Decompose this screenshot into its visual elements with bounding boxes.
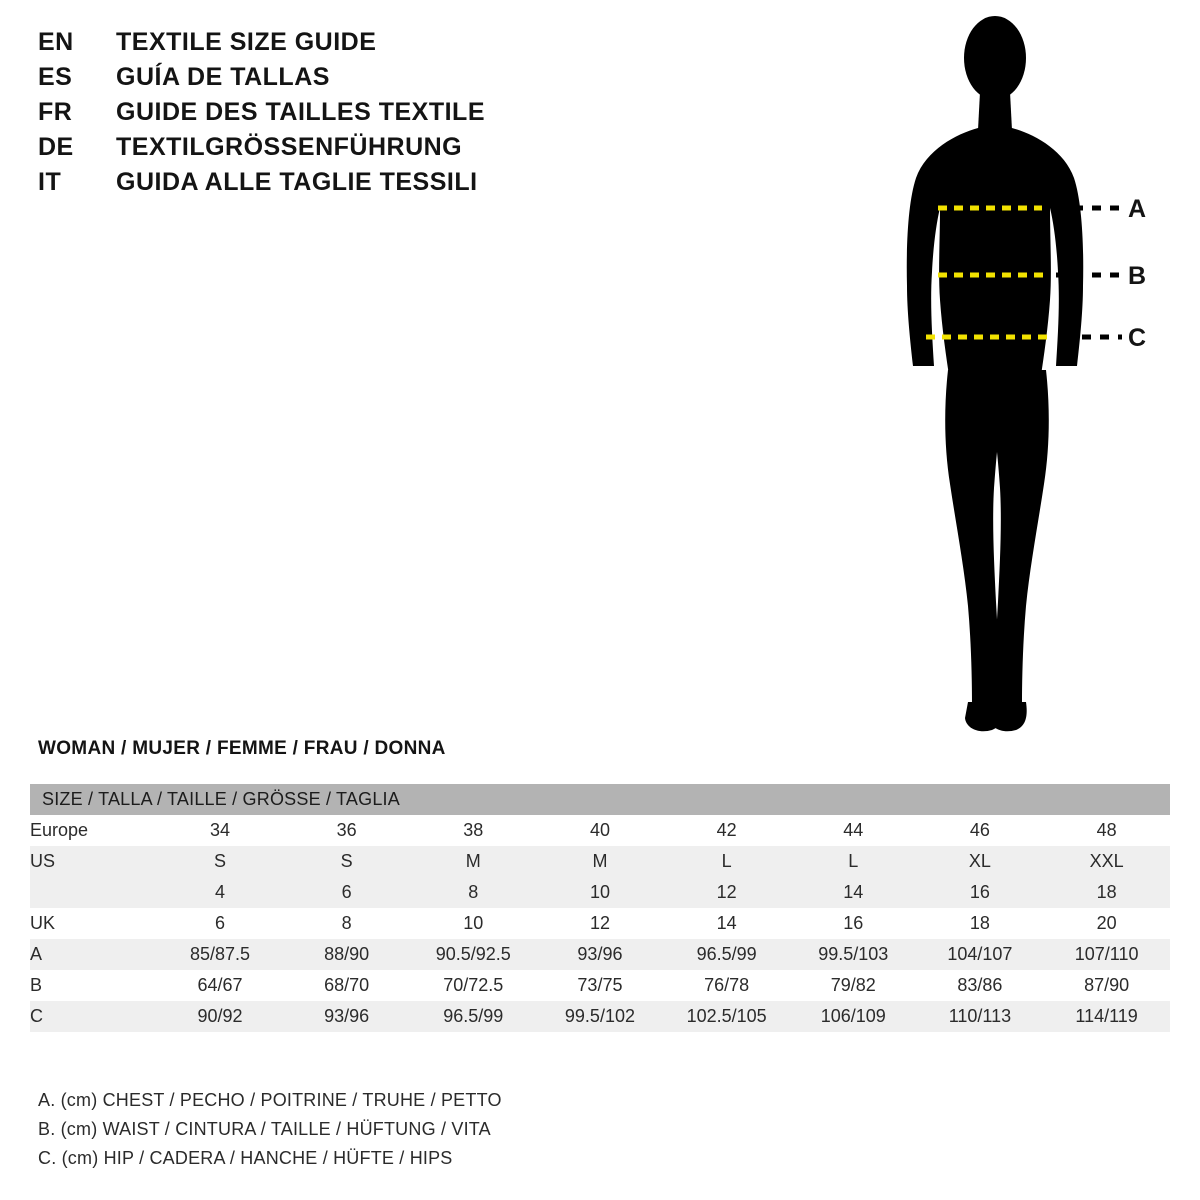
table-cell: 85/87.5 <box>157 939 284 970</box>
table-cell: 38 <box>410 815 537 846</box>
title-row <box>38 98 738 133</box>
table-cell: 107/110 <box>1043 939 1170 970</box>
table-cell: 18 <box>1043 877 1170 908</box>
language-code: EN <box>38 28 74 56</box>
language-code: DE <box>38 133 74 161</box>
table-cell: 16 <box>790 908 917 939</box>
language-title-block <box>38 28 738 203</box>
table-cell: L <box>663 846 790 877</box>
table-cell: 8 <box>283 908 410 939</box>
table-cell: 114/119 <box>1043 1001 1170 1032</box>
section-heading: WOMAN / MUJER / FEMME / FRAU / DONNA <box>38 738 446 759</box>
measurement-guide-lines <box>860 10 1190 750</box>
table-cell: 70/72.5 <box>410 970 537 1001</box>
table-cell: 88/90 <box>283 939 410 970</box>
table-cell: L <box>790 846 917 877</box>
table-cell: S <box>283 846 410 877</box>
table-cell: 20 <box>1043 908 1170 939</box>
title-row <box>38 28 738 63</box>
table-cell: 106/109 <box>790 1001 917 1032</box>
table-row <box>30 815 1170 846</box>
table-cell: 90/92 <box>157 1001 284 1032</box>
table-cell: 16 <box>917 877 1044 908</box>
table-cell: 10 <box>537 877 664 908</box>
table-cell: M <box>537 846 664 877</box>
table-cell: 8 <box>410 877 537 908</box>
row-label: Europe <box>30 815 157 846</box>
legend-item-chest: A. (cm) CHEST / PECHO / POITRINE / TRUHE / PETTO <box>38 1090 502 1110</box>
table-row <box>30 1001 1170 1032</box>
table-cell: 6 <box>157 908 284 939</box>
language-code: IT <box>38 168 62 196</box>
table-cell: 104/107 <box>917 939 1044 970</box>
body-measurement-figure <box>860 10 1190 750</box>
table-cell: 93/96 <box>283 1001 410 1032</box>
table-cell: 96.5/99 <box>410 1001 537 1032</box>
table-row <box>30 939 1170 970</box>
row-label: US <box>30 846 157 877</box>
title-row <box>38 63 738 98</box>
table-header-row <box>30 784 1170 815</box>
table-cell: 42 <box>663 815 790 846</box>
size-chart-table <box>30 784 1170 1032</box>
row-label: UK <box>30 908 157 939</box>
table-cell: XXL <box>1043 846 1170 877</box>
table-cell: 102.5/105 <box>663 1001 790 1032</box>
table-cell: 10 <box>410 908 537 939</box>
table-header-label: SIZE / TALLA / TAILLE / GRÖSSE / TAGLIA <box>30 784 1170 815</box>
row-label: C <box>30 1001 157 1032</box>
language-title: GUIDE DES TAILLES TEXTILE <box>116 98 486 126</box>
table-cell: 12 <box>537 908 664 939</box>
legend-item-hip: C. (cm) HIP / CADERA / HANCHE / HÜFTE / HIPS <box>38 1148 453 1168</box>
table-row <box>30 846 1170 877</box>
table-row <box>30 970 1170 1001</box>
table-cell: 73/75 <box>537 970 664 1001</box>
table-cell: 79/82 <box>790 970 917 1001</box>
language-code: FR <box>38 98 73 126</box>
row-label: A <box>30 939 157 970</box>
row-label: B <box>30 970 157 1001</box>
language-title: TEXTILE SIZE GUIDE <box>116 28 377 56</box>
language-title: GUIDA ALLE TAGLIE TESSILI <box>116 168 478 196</box>
table-cell: 48 <box>1043 815 1170 846</box>
table-cell: 18 <box>917 908 1044 939</box>
language-title: GUÍA DE TALLAS <box>116 63 330 91</box>
table-cell: 14 <box>663 908 790 939</box>
measure-label-a: A <box>1128 195 1147 223</box>
table-row <box>30 908 1170 939</box>
table-cell: 4 <box>157 877 284 908</box>
table-cell: S <box>157 846 284 877</box>
table-cell: 93/96 <box>537 939 664 970</box>
table-cell: 46 <box>917 815 1044 846</box>
table-cell: 64/67 <box>157 970 284 1001</box>
table-cell: 110/113 <box>917 1001 1044 1032</box>
table-cell: 99.5/102 <box>537 1001 664 1032</box>
table-cell: 96.5/99 <box>663 939 790 970</box>
table-cell: 12 <box>663 877 790 908</box>
table-cell: 34 <box>157 815 284 846</box>
measurement-legend <box>38 1090 938 1177</box>
table-cell: 6 <box>283 877 410 908</box>
table-cell: 83/86 <box>917 970 1044 1001</box>
title-row <box>38 168 738 203</box>
table-cell: 14 <box>790 877 917 908</box>
table-cell: XL <box>917 846 1044 877</box>
table-cell: 90.5/92.5 <box>410 939 537 970</box>
language-title: TEXTILGRÖSSENFÜHRUNG <box>116 133 463 161</box>
row-label <box>30 877 157 908</box>
title-row <box>38 133 738 168</box>
table-cell: 99.5/103 <box>790 939 917 970</box>
legend-item-waist: B. (cm) WAIST / CINTURA / TAILLE / HÜFTUNG / VITA <box>38 1119 491 1139</box>
table-row <box>30 877 1170 908</box>
table-cell: 87/90 <box>1043 970 1170 1001</box>
table-cell: 44 <box>790 815 917 846</box>
table-cell: M <box>410 846 537 877</box>
table-cell: 36 <box>283 815 410 846</box>
measure-label-b: B <box>1128 262 1147 290</box>
language-code: ES <box>38 63 73 91</box>
table-cell: 40 <box>537 815 664 846</box>
table-cell: 68/70 <box>283 970 410 1001</box>
measure-label-c: C <box>1128 324 1147 352</box>
table-cell: 76/78 <box>663 970 790 1001</box>
